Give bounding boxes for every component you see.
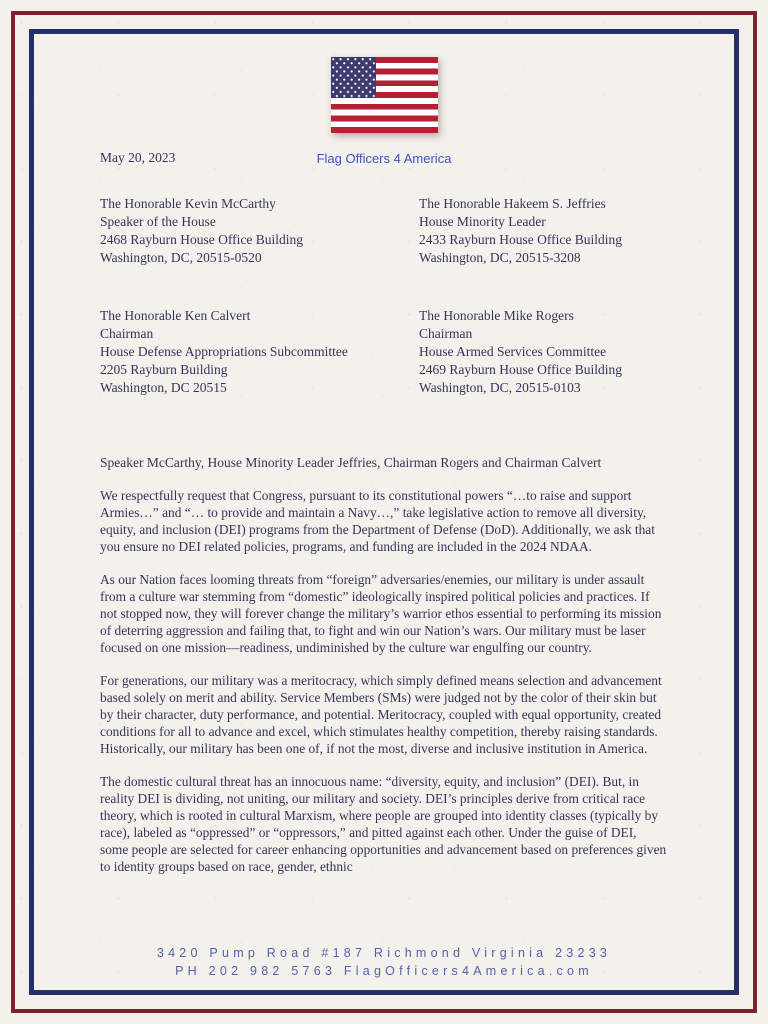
footer-address: 3420 Pump Road #187 Richmond Virginia 23233 xyxy=(156,946,612,960)
body-paragraph-2: As our Nation faces looming threats from “foreign” adversaries/enemies, our military is under assault from a culture war stemming from “domestic” ideologically inspired political policies and practices. If not stopped now, they will forever change the military’s warrior ethos essential to performing its mission of deterring aggression and failing that, to fight and win our Nation’s wars. Our military must be laser focused on one mission—readiness, undiminished by the culture war engulfing our country. xyxy=(100,572,662,655)
salutation: Speaker McCarthy, House Minority Leader Jeffries, Chairman Rogers and Chairman Calvert xyxy=(100,455,602,470)
recipient-line: House Defense Appropriations Subcommittee xyxy=(100,344,348,359)
recipient-line: 2468 Rayburn House Office Building xyxy=(100,232,303,247)
recipient-line: The Honorable Kevin McCarthy xyxy=(100,196,276,211)
letter-date: May 20, 2023 xyxy=(100,150,176,165)
recipients-grid xyxy=(100,195,668,397)
recipient-line: 2433 Rayburn House Office Building xyxy=(419,232,622,247)
recipient-line: 2469 Rayburn House Office Building xyxy=(419,362,622,377)
recipient-line: Washington, DC, 20515-3208 xyxy=(419,250,581,265)
recipient-mccarthy xyxy=(100,195,419,267)
recipient-line: 2205 Rayburn Building xyxy=(100,362,228,377)
recipient-line: Washington, DC 20515 xyxy=(100,380,227,395)
recipient-jeffries xyxy=(419,195,668,267)
recipient-line: The Honorable Hakeem S. Jeffries xyxy=(419,196,606,211)
recipient-calvert xyxy=(100,307,419,397)
recipient-rogers xyxy=(419,307,668,397)
body-paragraph-4: The domestic cultural threat has an innocuous name: “diversity, equity, and inclusion” (DEI). But, in reality DEI is dividing, not uniting, our military and society. DEI’s principles derive from critical race theory, which is rooted in cultural Marxism, where people are grouped into identity classes (typically by race), labeled as “oppressed” or “oppressors,” and pitted against each other. Under the guise of DEI, some people are selected for career enhancing opportunities and advancement based on preferences given to identity groups based on race, gender, ethnic xyxy=(100,774,667,874)
recipient-line: Washington, DC, 20515-0520 xyxy=(100,250,262,265)
recipient-line: House Minority Leader xyxy=(419,214,546,229)
recipient-line: The Honorable Mike Rogers xyxy=(419,308,574,323)
letter-header-row xyxy=(100,150,668,168)
letter-footer xyxy=(0,944,768,980)
recipient-line: Chairman xyxy=(419,326,473,341)
body-paragraph-3: For generations, our military was a meritocracy, which simply defined means selection and advancement based solely on merit and ability. Service Members (SMs) were judged not by the color of their skin but by their character, duty performance, and potential. Meritocracy, coupled with equal opportunity, created conditions for all to advance and excel, which stimulates healthy competition, thereby raising standards. Historically, our military has been one of, if not the most, diverse and inclusive institution in America. xyxy=(100,673,662,756)
org-name: Flag Officers 4 America xyxy=(316,151,452,166)
letter-content xyxy=(34,34,734,990)
flag-star-field xyxy=(331,57,376,98)
recipient-line: Chairman xyxy=(100,326,154,341)
footer-contact: PH 202 982 5763 FlagOfficers4America.com xyxy=(175,964,593,978)
recipient-line: Washington, DC, 20515-0103 xyxy=(419,380,581,395)
recipient-line: Speaker of the House xyxy=(100,214,216,229)
recipient-line: The Honorable Ken Calvert xyxy=(100,308,251,323)
recipient-line: House Armed Services Committee xyxy=(419,344,607,359)
body-paragraph-1: We respectfully request that Congress, pursuant to its constitutional powers “…to raise and support Armies…” and “… to provide and maintain a Navy…,” take legislative action to remove all diversity, equity, and inclusion (DEI) programs from the Department of Defense (DoD). Additionally, we ask that you ensure no DEI related policies, programs, and funding are included in the 2024 NDAA. xyxy=(100,488,655,554)
us-flag-icon xyxy=(331,57,438,133)
